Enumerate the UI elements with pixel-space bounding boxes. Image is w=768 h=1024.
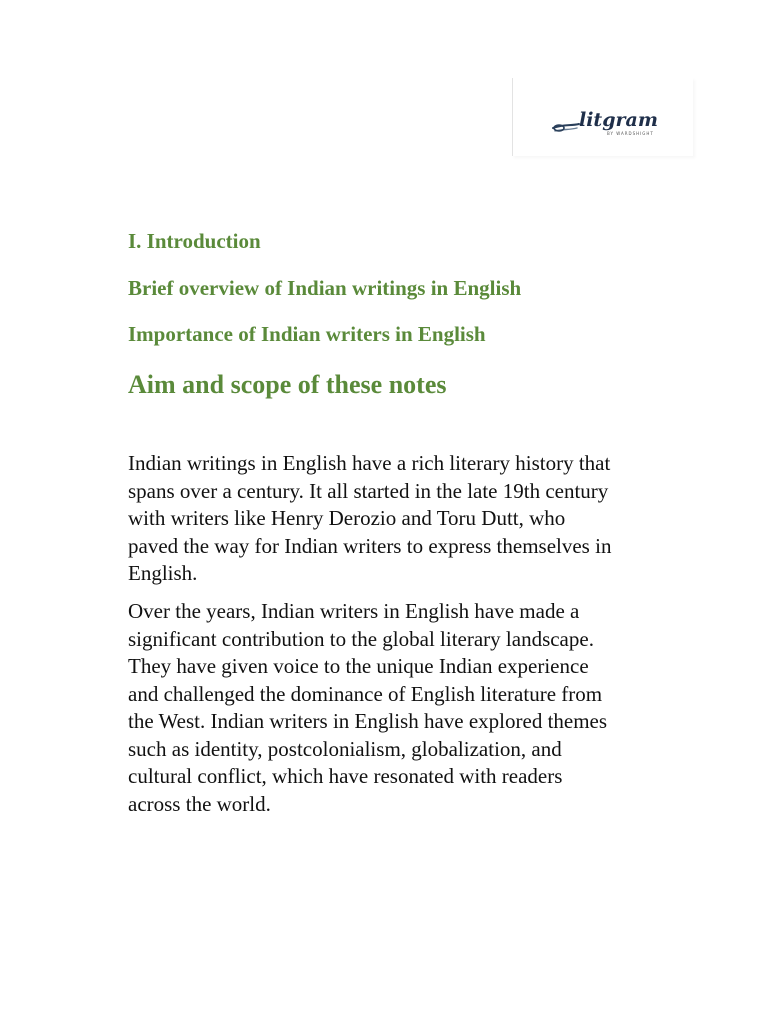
heading-aim-scope: Aim and scope of these notes <box>128 370 447 399</box>
heading-introduction: I. Introduction <box>128 229 261 253</box>
heading-brief-overview: Brief overview of Indian writings in English <box>128 276 522 300</box>
svg-text:litgram: litgram <box>579 109 658 131</box>
heading-importance: Importance of Indian writers in English <box>128 322 486 346</box>
litgram-logo <box>549 104 669 140</box>
quill-pen-icon <box>549 104 669 140</box>
svg-text:BY WARDSHIGHT: BY WARDSHIGHT <box>607 131 654 136</box>
paragraph-contribution: Over the years, Indian writers in English have made a significant contribution to the global literary landscape. They have given voice to the unique Indian experience and challenged the dominance of English literature from the West. Indian writers in English have explored themes such as identity, postcolonialism, globalization, and cultural conflict, which have resonated with readers across the world. <box>128 599 608 816</box>
logo-container <box>512 78 693 156</box>
paragraph-history: Indian writings in English have a rich literary history that spans over a century. It all started in the late 19th century with writers like Henry Derozio and Toru Dutt, who paved the way for Indian writers to express themselves in English. <box>128 451 612 585</box>
